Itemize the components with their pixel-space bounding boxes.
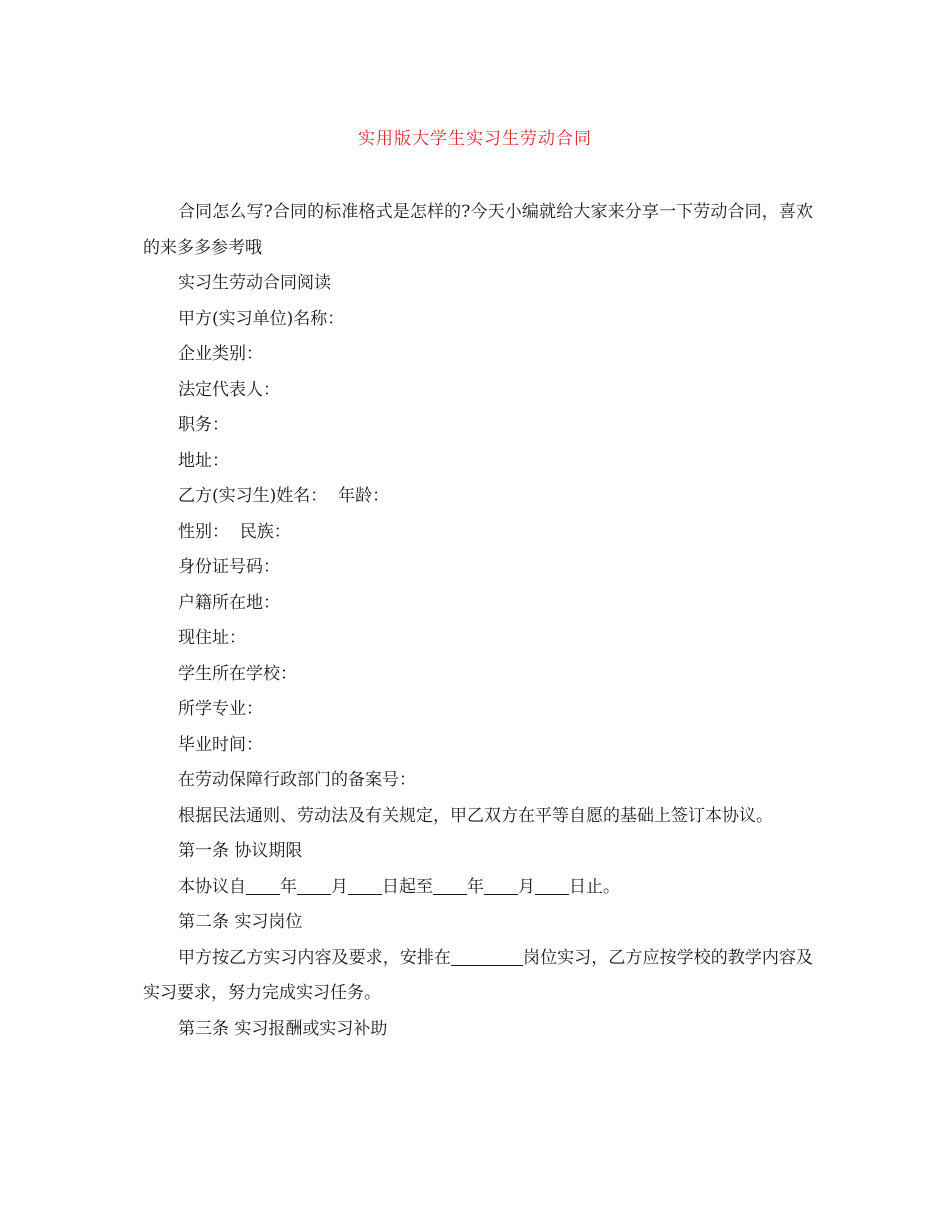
field-gender: 性别： <box>178 521 229 542</box>
blank-start-month <box>297 874 331 895</box>
blank-end-year <box>433 874 467 895</box>
blank-start-day <box>348 874 382 895</box>
field-major: 所学专业： <box>178 699 263 719</box>
article1-heading: 第一条 协议期限 <box>178 841 303 861</box>
basis-paragraph: 根据民法通则、劳动法及有关规定，甲乙双方在平等自愿的基础上签订本协议。 <box>178 805 773 826</box>
article2-text-before: 甲方按乙方实习内容及要求，安排在 <box>178 947 451 968</box>
field-school: 学生所在学校： <box>178 663 297 684</box>
field-address: 地址： <box>178 450 229 471</box>
blank-post <box>451 945 523 966</box>
blank-start-year <box>246 874 280 895</box>
blank-end-day <box>535 874 569 895</box>
field-age: 年龄： <box>338 486 390 506</box>
field-record-number: 在劳动保障行政部门的备案号： <box>178 770 416 790</box>
document-title: 实用版大学生实习生劳动合同 <box>358 129 592 149</box>
article1-term-line <box>143 870 813 906</box>
article2-text-after: 岗位实习，乙方应按学校的教学内容及实习要求，努力完成实习任务。 <box>143 947 813 1003</box>
article1-day-end: 日止。 <box>569 876 620 897</box>
article1-year2: 年 <box>467 876 484 897</box>
field-current-address: 现住址： <box>178 628 246 648</box>
article2-paragraph <box>143 941 813 1012</box>
blank-end-month <box>484 874 518 895</box>
field-graduation: 毕业时间： <box>178 734 263 755</box>
reading-heading: 实习生劳动合同阅读 <box>178 273 331 293</box>
article1-day-from: 日起至 <box>382 876 433 897</box>
intro-paragraph: 合同怎么写?合同的标准格式是怎样的?今天小编就给大家来分享一下劳动合同，喜欢的来多多参考哦 <box>143 202 813 258</box>
field-party-a-name: 甲方(实习单位)名称： <box>178 308 345 329</box>
field-party-b-line <box>143 479 813 515</box>
field-household: 户籍所在地： <box>178 592 280 613</box>
article1-month: 月 <box>331 876 348 897</box>
article1-month2: 月 <box>518 876 535 897</box>
field-enterprise-type: 企业类别： <box>178 344 263 364</box>
field-gender-line <box>143 515 813 551</box>
document-body <box>143 195 813 1047</box>
article1-prefix: 本协议自 <box>178 876 246 897</box>
field-party-b-name: 乙方(实习生)姓名： <box>178 486 328 506</box>
article1-year: 年 <box>280 876 297 897</box>
article2-heading: 第二条 实习岗位 <box>178 912 303 932</box>
field-ethnicity: 民族： <box>239 521 291 542</box>
field-position: 职务： <box>178 415 229 435</box>
field-legal-rep: 法定代表人： <box>178 379 280 400</box>
field-id-number: 身份证号码： <box>178 557 280 577</box>
article3-heading: 第三条 实习报酬或实习补助 <box>178 1018 388 1039</box>
